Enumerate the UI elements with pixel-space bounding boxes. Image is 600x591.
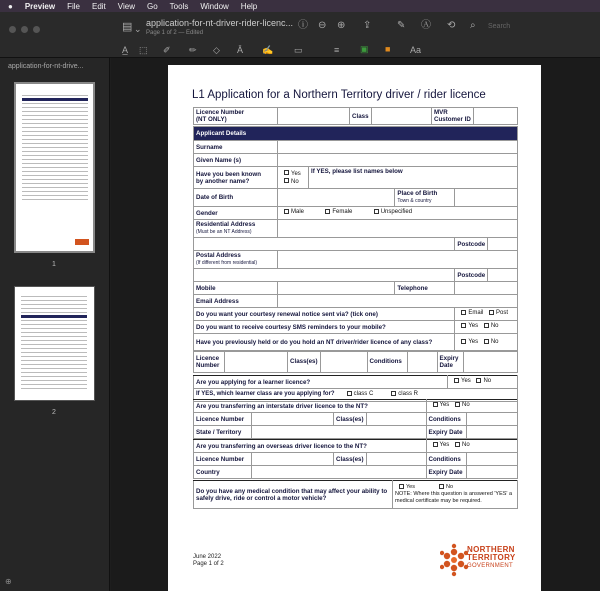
gender-options: [278, 207, 518, 220]
learner-no-label: No: [483, 378, 492, 385]
male-label: Male: [291, 209, 305, 216]
overseas-no-checkbox[interactable]: [455, 442, 460, 447]
close-window-button[interactable]: [9, 26, 16, 33]
residential-label: [194, 220, 278, 238]
interstate-yes-checkbox[interactable]: [433, 402, 438, 407]
text-selection-icon[interactable]: A̲: [122, 45, 129, 55]
place-of-birth-field[interactable]: [455, 189, 518, 207]
search-icon[interactable]: ⌕: [470, 20, 476, 31]
held-conditions-field[interactable]: [407, 351, 437, 373]
pdf-page: [168, 65, 541, 591]
text-style-icon[interactable]: Aa: [410, 45, 422, 55]
held-licence-number-field[interactable]: [225, 351, 288, 373]
logo-centre: [451, 557, 457, 563]
overseas-conditions-label: Conditions: [426, 453, 466, 466]
held-options: [455, 334, 518, 352]
postal-text: Postal Address: [196, 252, 241, 259]
if-yes-names-label: If YES, please list names below: [309, 167, 518, 189]
menu-window[interactable]: Window: [200, 1, 229, 11]
dob-field[interactable]: [278, 189, 395, 207]
known-by-other-label: Have you been known by another name?: [194, 167, 278, 189]
markup-icon[interactable]: Ⓐ: [421, 20, 431, 31]
interstate-classes-field[interactable]: [366, 413, 426, 426]
held-classes-field[interactable]: [320, 351, 367, 373]
form-title: L1 Application for a Northern Territory driver / rider licence: [192, 89, 486, 101]
interstate-yes-label: Yes: [439, 402, 450, 409]
if-diff-text: (If different from residential): [196, 260, 258, 266]
surname-label: Surname: [194, 141, 278, 154]
state-territory-field[interactable]: [252, 426, 427, 439]
overseas-question: Are you transferring an overseas driver licence to the NT?: [194, 440, 427, 453]
menu-file[interactable]: File: [67, 1, 80, 11]
chevron-down-icon[interactable]: ⌄: [134, 24, 142, 34]
note-icon[interactable]: ▭: [294, 45, 303, 55]
residential-field[interactable]: [278, 220, 518, 238]
highlight-icon[interactable]: ✎: [397, 20, 406, 31]
known-no-checkbox[interactable]: [284, 178, 289, 183]
email-checkbox[interactable]: [461, 310, 466, 315]
post-checkbox[interactable]: [489, 310, 494, 315]
mvr-label: MVR Customer ID: [432, 108, 474, 125]
sms-no-label: No: [490, 323, 499, 330]
text-box-icon[interactable]: Ā: [237, 45, 244, 55]
page-footer: [193, 554, 224, 568]
postal-label: [194, 251, 278, 269]
menu-help[interactable]: Help: [240, 1, 258, 11]
licence-header-table: [193, 107, 518, 125]
yes-label: Yes: [291, 170, 301, 177]
renewal-options: [455, 308, 518, 321]
overseas-classes-label: Class(es): [334, 453, 367, 466]
apple-menu-icon[interactable]: ●: [8, 1, 13, 11]
class-label: Class: [350, 108, 372, 125]
interstate-licence-number-field[interactable]: [252, 413, 334, 426]
learner-class-question: If YES, which learner class are you applying for?: [196, 391, 335, 398]
footer-date: June 2022: [193, 554, 222, 560]
place-of-birth-text: Place of Birth: [397, 190, 438, 197]
held-yes-checkbox[interactable]: [461, 339, 466, 344]
app-menu[interactable]: Preview: [24, 1, 56, 11]
menu-edit[interactable]: Edit: [91, 1, 106, 11]
held-expiry-field[interactable]: [463, 351, 517, 373]
place-of-birth-label: [395, 189, 455, 207]
overseas-expiry-label: Expiry Date: [426, 466, 466, 479]
country-field[interactable]: [252, 466, 427, 479]
shapes-icon[interactable]: ◇: [213, 45, 220, 55]
applicant-details-header: Applicant Details: [194, 127, 518, 141]
interstate-licence-number-label: Licence Number: [194, 413, 252, 426]
town-country-text: Town & country: [397, 198, 432, 204]
known-yes-checkbox[interactable]: [284, 170, 289, 175]
overseas-yes-label: Yes: [439, 442, 450, 449]
learner-yes-label: Yes: [461, 378, 471, 385]
class-c-checkbox[interactable]: [347, 391, 352, 396]
class-r-checkbox[interactable]: [391, 391, 396, 396]
sms-no-checkbox[interactable]: [484, 323, 489, 328]
rotate-icon[interactable]: ⟲: [447, 20, 456, 31]
residential-text: Residential Address: [196, 221, 256, 228]
medical-no-checkbox[interactable]: [439, 484, 444, 489]
postcode-label-2: Postcode: [455, 269, 488, 282]
telephone-field[interactable]: [455, 282, 518, 295]
interstate-options: [426, 400, 517, 413]
held-no-label: No: [490, 339, 499, 346]
female-label: Female: [332, 209, 353, 216]
interstate-no-checkbox[interactable]: [455, 402, 460, 407]
telephone-label: Telephone: [395, 282, 455, 295]
page-number-2: 2: [52, 409, 56, 416]
logo-line-2: TERRITORY: [467, 553, 516, 562]
interstate-table: [193, 399, 518, 439]
footer-page-number: Page 1 of 2: [193, 561, 224, 567]
learner-yes-checkbox[interactable]: [454, 378, 459, 383]
medical-table: [193, 480, 518, 509]
interstate-classes-label: Class(es): [334, 413, 367, 426]
overseas-licence-number-field[interactable]: [252, 453, 334, 466]
applicant-form-table: [193, 126, 518, 352]
document-subtitle: Page 1 of 2 — Edited: [146, 30, 204, 36]
sign-icon[interactable]: ✍: [262, 45, 274, 55]
rect-selection-icon[interactable]: ⬚: [139, 45, 148, 55]
given-names-label: Given Name (s): [194, 154, 278, 167]
logo-line-1: NORTHERN: [467, 545, 515, 554]
female-checkbox[interactable]: [325, 209, 330, 214]
interstate-no-label: No: [461, 402, 470, 409]
renewal-question: Do you want your courtesy renewal notice sent via? (tick one): [194, 308, 455, 321]
medical-note: NOTE: Where this question is answered 'YES' a medical certificate may be required.: [395, 491, 513, 504]
interstate-conditions-label: Conditions: [426, 413, 466, 426]
no-label: No: [291, 178, 299, 185]
minimize-window-button[interactable]: [21, 26, 28, 33]
post-opt-label: Post: [496, 310, 509, 317]
residential-field-line2[interactable]: [194, 238, 455, 251]
sms-yes-checkbox[interactable]: [461, 323, 466, 328]
page-thumbnail-1[interactable]: [14, 82, 95, 253]
overseas-yes-checkbox[interactable]: [433, 442, 438, 447]
menu-view[interactable]: View: [117, 1, 135, 11]
overseas-table: [193, 439, 518, 479]
class-field[interactable]: [372, 108, 432, 125]
licence-number-label: Licence Number (NT ONLY): [194, 108, 278, 125]
postal-field[interactable]: [278, 251, 518, 269]
held-expiry-label: Expiry Date: [437, 351, 463, 373]
postcode-label-1: Postcode: [455, 238, 488, 251]
state-territory-label: State / Territory: [194, 426, 252, 439]
must-nt-text: (Must be an NT Address): [196, 229, 252, 235]
learner-no-checkbox[interactable]: [476, 378, 481, 383]
share-icon[interactable]: ⇪: [363, 20, 372, 31]
held-question: Have you previously held or do you hold an NT driver/rider licence of any class?: [194, 334, 455, 352]
border-color-icon[interactable]: ▣: [360, 44, 369, 54]
overseas-options: [426, 440, 517, 453]
unspecified-label: Unspecified: [380, 209, 413, 216]
interstate-conditions-field[interactable]: [466, 413, 517, 426]
licence-number-field[interactable]: [278, 108, 350, 125]
menu-go[interactable]: Go: [146, 1, 158, 11]
country-label: Country: [194, 466, 252, 479]
add-icon[interactable]: ⊕: [5, 577, 12, 586]
learner-table: [193, 375, 518, 402]
held-yes-label: Yes: [468, 339, 479, 346]
sidebar-filename: application-for-nt-drive...: [8, 63, 84, 70]
overseas-no-label: No: [461, 442, 470, 449]
known-by-other-options: [278, 167, 309, 189]
class-c-label: class C: [353, 391, 374, 398]
page-thumbnail-2[interactable]: [14, 286, 95, 401]
male-checkbox[interactable]: [284, 209, 289, 214]
medical-options: [393, 481, 518, 509]
zoom-out-icon[interactable]: ⊖: [318, 20, 327, 31]
zoom-window-button[interactable]: [33, 26, 40, 33]
interstate-question: Are you transferring an interstate driver licence to the NT?: [194, 400, 427, 413]
overseas-expiry-field[interactable]: [466, 466, 517, 479]
thumbnail-sidebar: [0, 58, 110, 591]
email-opt-label: Email: [468, 310, 484, 317]
surname-field[interactable]: [278, 141, 518, 154]
gender-label: Gender: [194, 207, 278, 220]
fill-color-icon[interactable]: ■: [385, 44, 391, 54]
menu-bar: [0, 0, 600, 12]
held-no-checkbox[interactable]: [484, 339, 489, 344]
learner-question: Are you applying for a learner licence?: [194, 376, 448, 389]
learner-options: [448, 376, 518, 389]
class-r-label: class R: [398, 391, 418, 398]
given-names-field[interactable]: [278, 154, 518, 167]
email-label: Email Address: [194, 295, 278, 308]
document-title: application-for-nt-driver-rider-licenc...: [146, 18, 294, 28]
title-bar: [0, 12, 600, 58]
mobile-field[interactable]: [278, 282, 395, 295]
sms-question: Do you want to receive courtesy SMS reminders to your mobile?: [194, 321, 455, 334]
medical-yes-checkbox[interactable]: [399, 484, 404, 489]
menu-tools[interactable]: Tools: [169, 1, 189, 11]
dob-label: Date of Birth: [194, 189, 278, 207]
sketch-icon[interactable]: ✐: [163, 45, 171, 55]
info-icon[interactable]: ⓘ: [298, 20, 308, 31]
postal-postcode-field[interactable]: [488, 269, 518, 282]
logo-text: [467, 546, 515, 570]
overseas-conditions-field[interactable]: [466, 453, 517, 466]
held-licence-table: [193, 350, 518, 373]
mobile-label: Mobile: [194, 282, 278, 295]
sms-options: [455, 321, 518, 334]
unspecified-checkbox[interactable]: [374, 209, 379, 214]
medical-question: Do you have any medical condition that may affect your ability to safely drive, ride or control a motor vehicle?: [194, 481, 393, 509]
logo-line-3: GOVERNMENT: [467, 563, 514, 569]
zoom-in-icon[interactable]: ⊕: [337, 20, 346, 31]
email-field[interactable]: [278, 295, 518, 308]
search-field[interactable]: Search: [488, 23, 511, 30]
overseas-classes-field[interactable]: [366, 453, 426, 466]
sms-yes-label: Yes: [468, 323, 479, 330]
sidebar-toggle-icon[interactable]: ▤: [122, 21, 133, 33]
mvr-field[interactable]: [474, 108, 518, 125]
draw-icon[interactable]: ✏: [189, 45, 197, 55]
held-conditions-label: Conditions: [367, 351, 407, 373]
held-licence-number-label: Licence Number: [194, 351, 225, 373]
overseas-licence-number-label: Licence Number: [194, 453, 252, 466]
medical-yes-label: Yes: [406, 484, 415, 490]
residential-postcode-field[interactable]: [488, 238, 518, 251]
page-number-1: 1: [52, 261, 56, 268]
shape-style-icon[interactable]: ≡: [334, 45, 340, 55]
postal-field-line2[interactable]: [194, 269, 455, 282]
medical-no-label: No: [445, 484, 454, 490]
held-classes-label: Class(es): [288, 351, 321, 373]
interstate-expiry-field[interactable]: [466, 426, 517, 439]
interstate-expiry-label: Expiry Date: [426, 426, 466, 439]
